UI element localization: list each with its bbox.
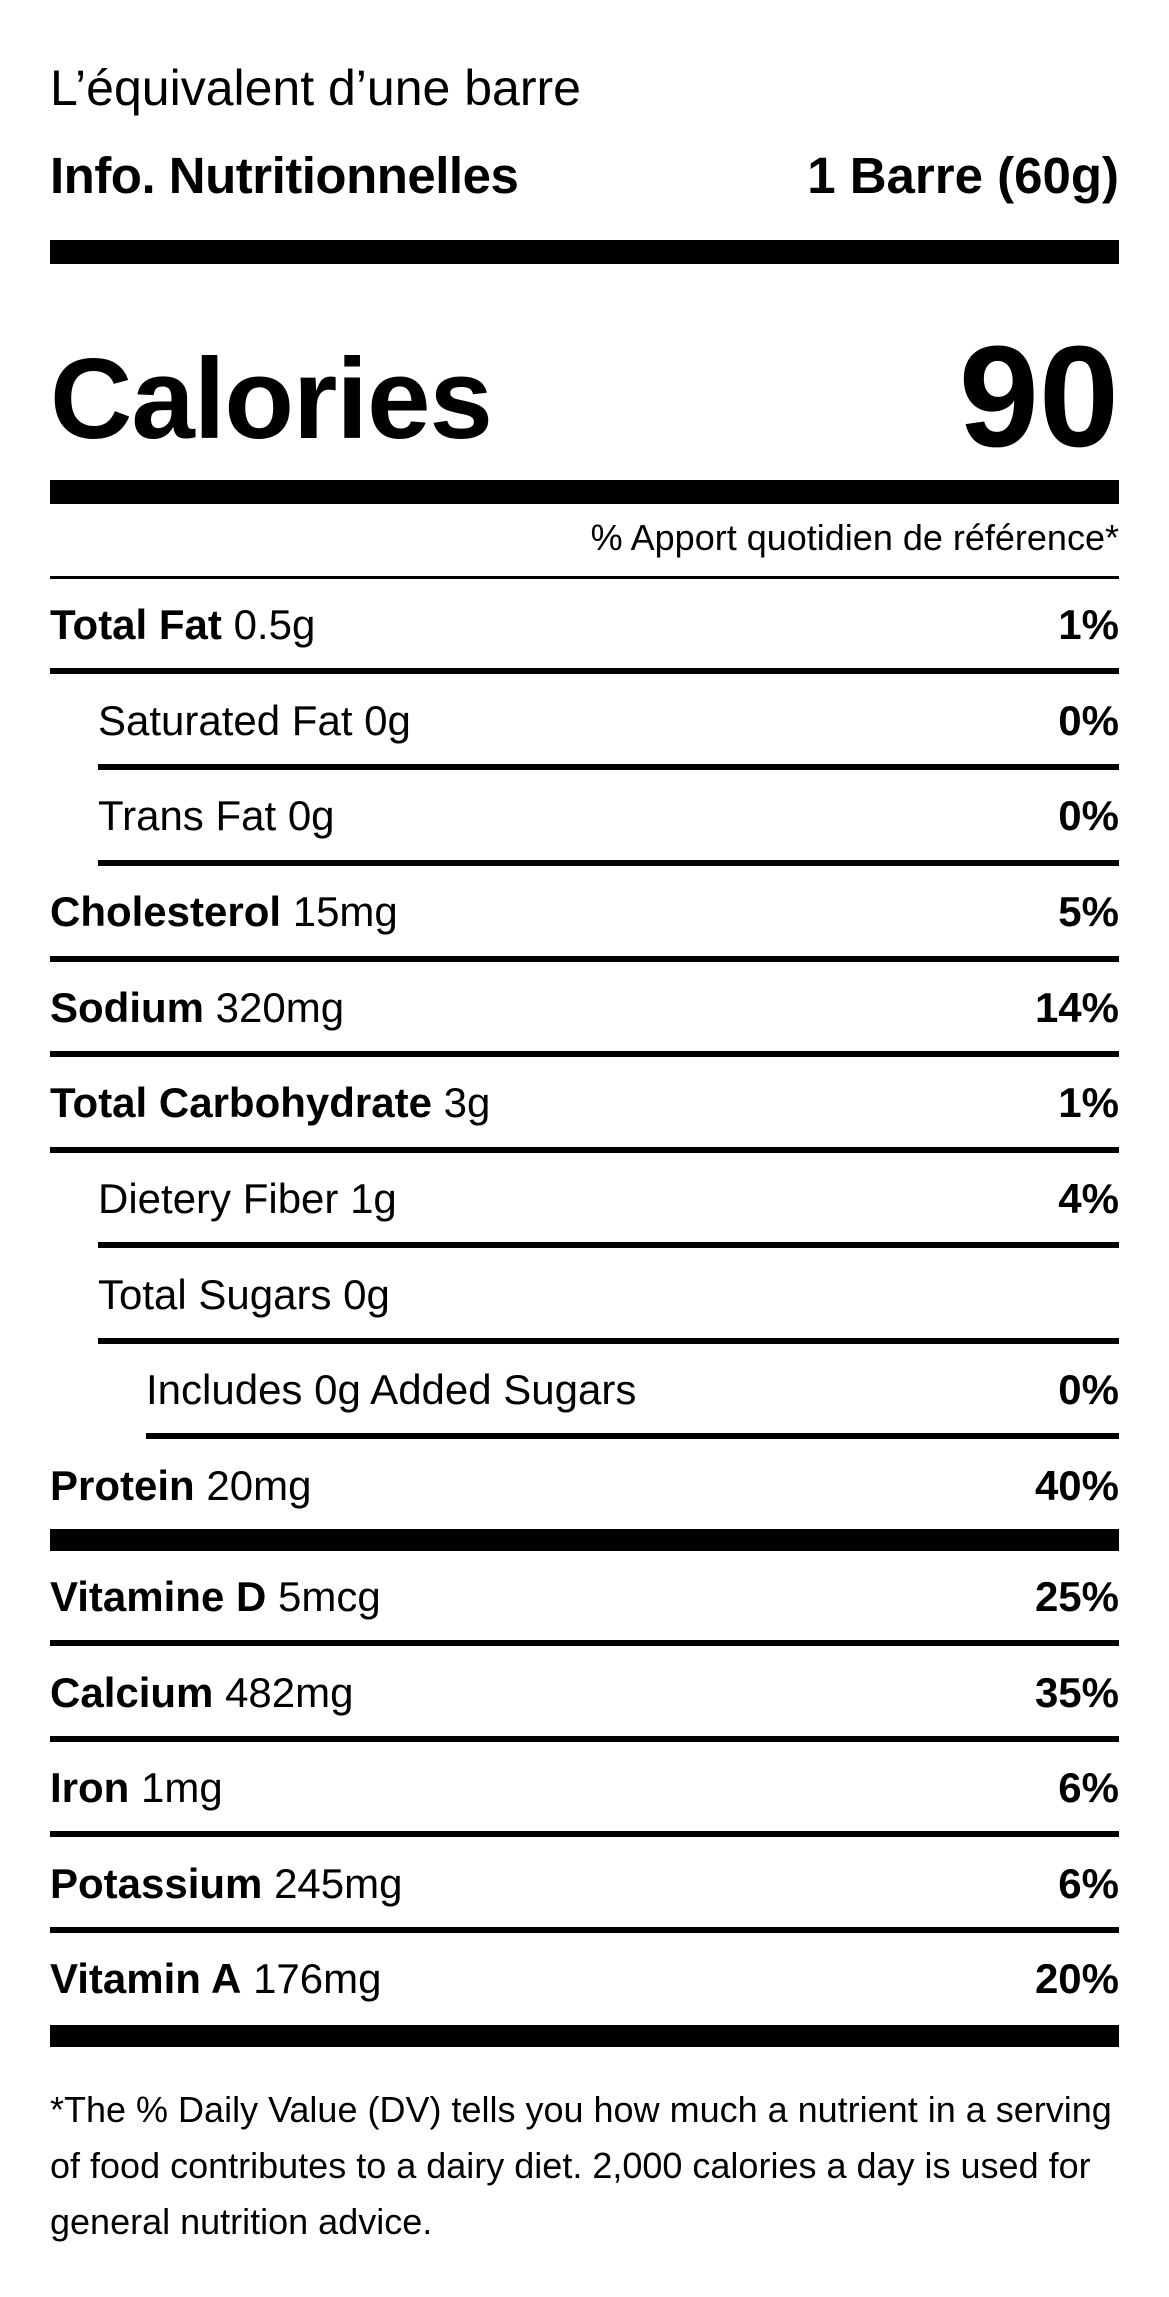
vitamin-amount: 245mg [274,1860,403,1907]
vitamin-name: Calcium [50,1669,214,1716]
nutrient-name: Total Fat [50,601,222,648]
row-divider [50,1736,1119,1742]
vitamin-dv: 6% [1058,1764,1119,1811]
nutrient-amount: 0g [287,792,335,839]
vitamin-row-potassium [50,1851,1119,1917]
row-divider [98,1338,1119,1344]
nutrient-row-protein [50,1453,1119,1519]
row-divider [50,668,1119,674]
calories-value: 90 [958,316,1119,477]
nutrient-amount: 320mg [215,984,345,1031]
row-divider [98,764,1119,770]
row-divider [50,1831,1119,1837]
vitamin-name: Vitamine D [50,1573,267,1620]
calories-label: Calories [50,336,492,463]
vitamin-dv: 35% [1034,1669,1119,1716]
header-thick-divider [50,240,1119,264]
nutrient-row-total-fat [50,592,1119,658]
nutrient-name: Trans Fat [98,792,277,839]
nutrient-row-saturated-fat [98,688,1119,754]
vitamin-name: Vitamin A [50,1955,242,2002]
label-subtitle: L’équivalent d’une barre [50,60,581,116]
nutrient-name: Total Carbohydrate [50,1079,432,1126]
nutrient-dv: 40% [1034,1462,1119,1509]
protein-thick-divider [50,1529,1119,1551]
vitamin-amount: 1mg [141,1764,223,1811]
nutrient-name: Saturated Fat [98,697,353,744]
nutrient-dv: 0% [1058,1366,1119,1413]
nutrient-amount: 0.5g [233,601,316,648]
nutrient-amount: 0g [343,1271,390,1318]
nutrient-dv: 0% [1058,792,1119,839]
vitamin-name: Iron [50,1764,130,1811]
label-title: Info. Nutritionnelles [50,147,519,204]
bottom-thick-divider [50,2025,1119,2047]
nutrient-row-trans-fat [98,783,1119,849]
nutrient-amount: 1g [350,1175,397,1222]
nutrient-row-dietary-fiber [98,1166,1119,1232]
nutrient-name: Protein [50,1462,195,1509]
vitamin-amount: 5mcg [277,1573,381,1620]
row-divider [98,1242,1119,1248]
nutrient-amount: 0g [364,697,411,744]
row-divider [50,1927,1119,1933]
nutrient-dv: 4% [1058,1175,1119,1222]
calories-thick-divider [50,480,1119,504]
nutrient-dv: 5% [1058,888,1119,935]
nutrient-dv: 1% [1058,1079,1119,1126]
vitamin-row-vitamin-a [50,1946,1119,2012]
vitamin-name: Potassium [50,1860,263,1907]
nutrient-row-sodium [50,975,1119,1041]
row-divider [50,1051,1119,1057]
vitamin-row-iron [50,1755,1119,1821]
nutrient-amount: 0g Added Sugars [314,1366,637,1413]
row-divider [50,1147,1119,1153]
nutrient-row-total-sugars [98,1262,1119,1328]
vitamin-row-vitamin-d [50,1564,1119,1630]
header-row [50,145,1119,207]
row-divider [50,956,1119,962]
nutrient-dv: 14% [1034,984,1119,1031]
row-divider [98,860,1119,866]
vitamin-amount: 176mg [253,1955,382,2002]
vitamin-dv: 20% [1034,1955,1119,2002]
serving-size: 1 Barre (60g) [807,147,1119,204]
nutrient-name: Cholesterol [50,888,282,935]
row-divider [50,1640,1119,1646]
nutrient-name: Total Sugars [98,1271,332,1318]
nutrient-row-added-sugars [146,1357,1119,1423]
nutrient-name: Includes [146,1366,303,1413]
nutrient-amount: 3g [443,1079,491,1126]
nutrient-amount: 20mg [206,1462,312,1509]
calories-row [50,316,1119,477]
nutrient-name: Dietery Fiber [98,1175,339,1222]
nutrient-dv: 0% [1058,697,1119,744]
vitamin-row-calcium [50,1660,1119,1726]
row-divider [146,1433,1119,1439]
nutrient-dv: 1% [1058,601,1119,648]
daily-value-header: % Apport quotidien de référence* [590,517,1119,558]
vitamin-dv: 6% [1058,1860,1119,1907]
footnote: *The % Daily Value (DV) tells you how much a nutrient in a serving of food contributes to a dairy diet. 2,000 calories a day is used for general nutrition advice. [50,2089,1112,2242]
nutrient-row-total-carbohydrate [50,1070,1119,1136]
vitamin-dv: 25% [1034,1573,1119,1620]
nutrient-name: Sodium [50,984,204,1031]
nutrient-row-cholesterol [50,879,1119,945]
dv-header-rule [50,576,1119,579]
vitamin-amount: 482mg [225,1669,354,1716]
nutrient-amount: 15mg [292,888,398,935]
nutrition-facts-label [50,0,1119,2297]
